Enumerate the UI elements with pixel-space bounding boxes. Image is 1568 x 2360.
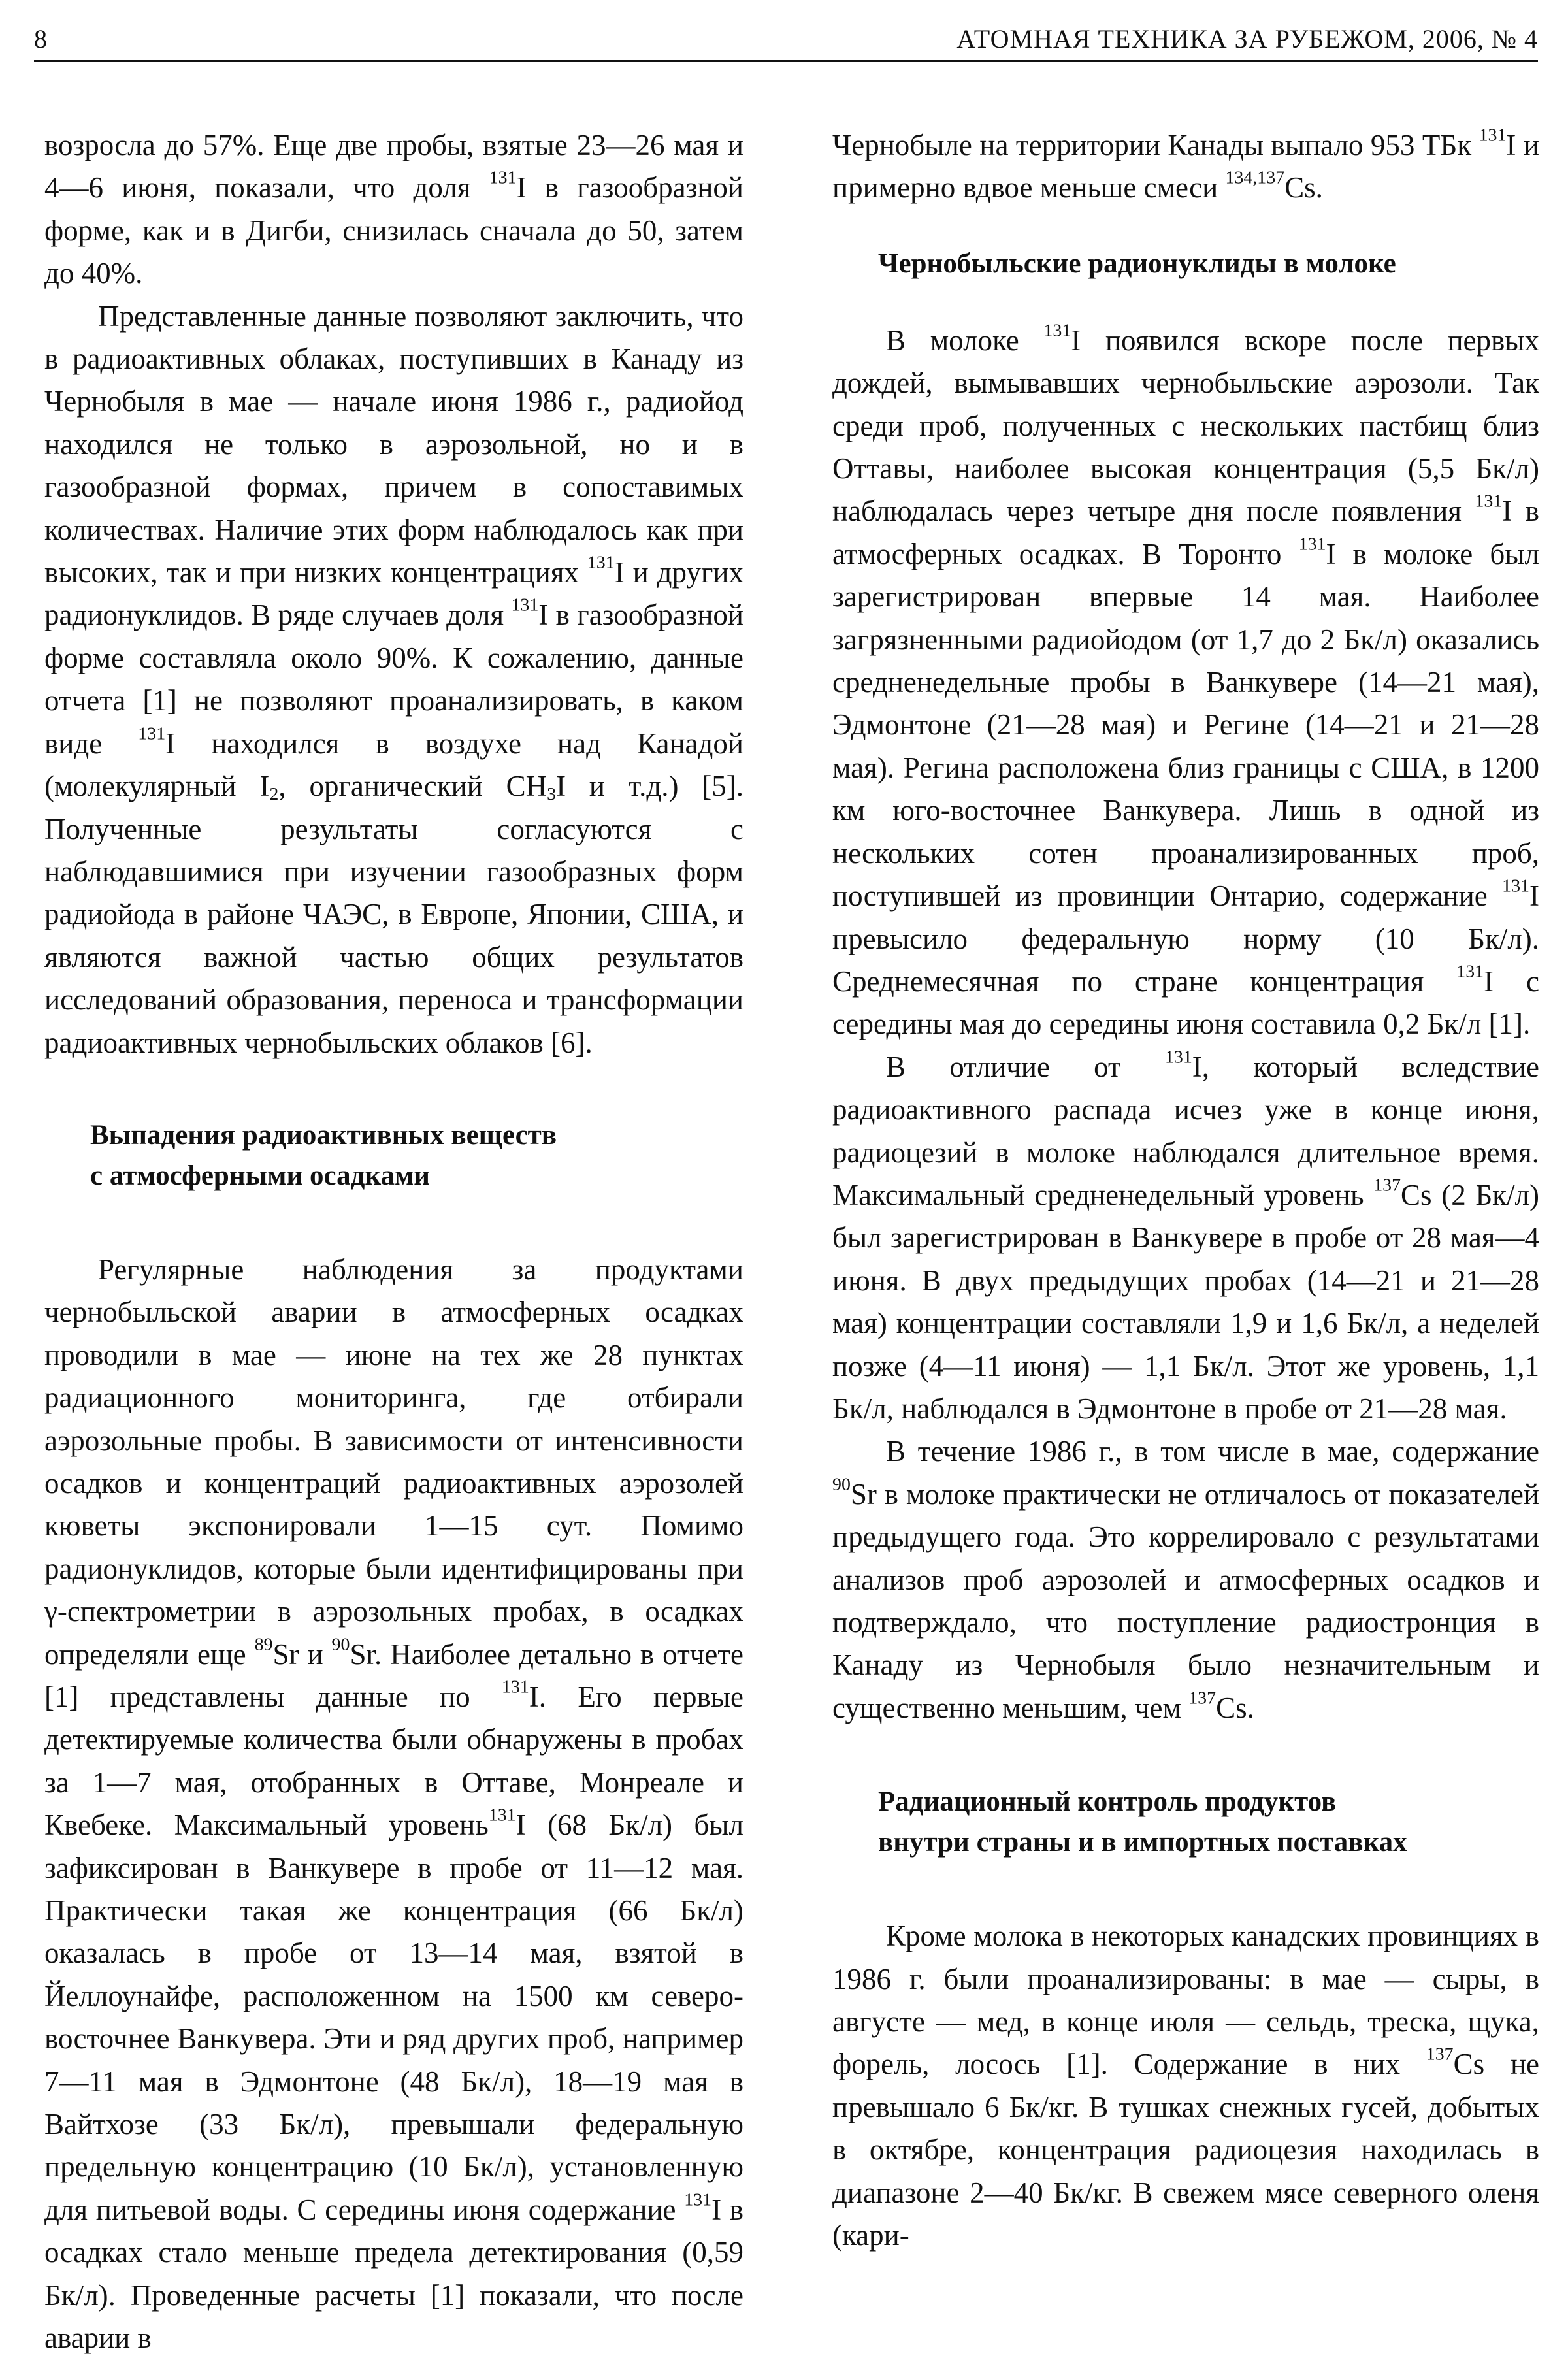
right-paragraph-5: Кроме молока в некоторых канадских провинциях в 1986 г. были проанализированы: в мае — сыры, в августе — мед, в конце июля — сельдь, треска, щука, форель, лосось [1]. Содержание в них $^{137}$Cs не превышало 6 Бк/кг. В тушках снежных гусей, добытых в октябре, концентрация радиоцезия находилась в диапазоне 2—40 Бк/кг. В свежем мясе северного оленя (кари-	[832, 1920, 1539, 2252]
left-paragraph-3: Регулярные наблюдения за продуктами чернобыльской аварии в атмосферных осадках проводили в мае — июне на тех же 28 пунктах радиационного мониторинга, где отбирали аэрозольные пробы. В зависимости от интенсивности осадков и концентраций радиоактивных аэрозолей кюветы экспонировали 1—15 сут. Помимо радионуклидов, которые были идентифицированы при γ-спектрометрии в аэрозольных пробах, в осадках определяли еще $^{89}$Sr и $^{90}$Sr. Наиболее детально в отчете [1] представлены данные по $^{131}$I. Его первые детектируемые количества были обнаружены в пробах за 1—7 мая, отобранных в Оттаве, Монреале и Квебеке. Максимальный уровень$^{131}$I (68 Бк/л) был зафиксирован в Ванкувере в пробе от 11—12 мая. Практически такая же концентрация (66 Бк/л) оказалась в пробе от 13—14 мая, взятой в Йеллоунайфе, расположенном на 1500 км северо-восточнее Ванкувера. Эти и ряд других проб, например 7—11 мая в Эдмонтоне (48 Бк/л), 18—19 мая в Вайтхозе (33 Бк/л), превышали федеральную предельную концентрацию (10 Бк/л), установленную для питьевой воды. С середины июня содержание $^{131}$I в осадках стало меньше предела детектирования (0,59 Бк/л). Проведенные расчеты [1] показали, что после аварии в	[44, 1253, 743, 2355]
section-heading-food-control: Радиационный контроль продуктов внутри страны и в импортных поставках	[878, 1786, 1407, 1858]
right-paragraph-4: В течение 1986 г., в том числе в мае, содержание $^{90}$Sr в молоке практически не отличалось от показателей предыдущего года. Это коррелировало с результатами анализов проб аэрозолей и атмосферных осадков и подтверждало, что поступление радиостронция в Канаду из Чернобыля было незначительным и существенно меньшим, чем $^{137}$Cs.	[832, 1435, 1539, 1724]
right-paragraph-3: В отличие от $^{131}$I, который вследствие радиоактивного распада исчез уже в конце июня, радиоцезий в молоке наблюдался длительное время. Максимальный средненедельный уровень $^{137}$Cs (2 Бк/л) был зарегистрирован в Ванкувере в пробе от 28 мая—4 июня. В двух предыдущих пробах (14—21 и 21—28 мая) концентрации составляли 1,9 и 1,6 Бк/л, а неделей позже (4—11 июня) — 1,1 Бк/л. Этот же уровень, 1,1 Бк/л, наблюдался в Эдмонтоне в пробе от 21—28 мая.	[832, 1046, 1539, 1425]
right-paragraph-1: Чернобыле на территории Канады выпало 953 ТБк $^{131}$I и примерно вдвое меньше смеси $^{134,137}$Cs.	[832, 125, 1539, 205]
left-paragraph-2: Представленные данные позволяют заключить, что в радиоактивных облаках, поступивших в Канаду из Чернобыля в мае — начале июня 1986 г., радиойод находился не только в аэрозольной, но и в газообразной формах, причем в сопоставимых количествах. Наличие этих форм наблюдалось как при высоких, так и при низких концентрациях $^{131}$I и других радионуклидов. В ряде случаев доля $^{131}$I в газообразной форме составляла около 90%. К сожалению, данные отчета [1] не позволяют проанализировать, в каком виде $^{131}$I находился в воздухе над Канадой (молекулярный $I_2$, органический $CH_3I$ и т.д.) [5]. Полученные результаты согласуются с наблюдавшимися при изучении газообразных форм радиойода в районе ЧАЭС, в Европе, Японии, США, и являются важной частью общих результатов исследований образования, переноса и трансформации радиоактивных чернобыльских облаков [6].	[44, 299, 744, 1059]
header-rule	[34, 60, 1538, 62]
page-number: 8	[34, 24, 47, 54]
right-column	[832, 124, 1539, 2257]
running-header	[34, 20, 1538, 61]
journal-title: АТОМНАЯ ТЕХНИКА ЗА РУБЕЖОМ, 2006, № 4	[956, 24, 1538, 54]
right-paragraph-2: В молоке $^{131}$I появился вскоре после первых дождей, вымывавших чернобыльские аэрозоли. Так среди проб, полученных с нескольких пастбищ близ Оттавы, наиболее высокая концентрация (5,5 Бк/л) наблюдалась через четыре дня после появления $^{131}$I в атмосферных осадках. В Торонто $^{131}$I в молоке был зарегистрирован впервые 14 мая. Наиболее загрязненными радиойодом (от 1,7 до 2 Бк/л) оказались средненедельные пробы в Ванкувере (14—21 мая), Эдмонтоне (21—28 мая) и Регине (14—21 и 21—28 мая). Регина расположена близ границы с США, в 1200 км юго-восточнее Ванкувера. Лишь в одной из нескольких сотен проанализированных проб, поступившей из провинции Онтарио, содержание $^{131}$I превысило федеральную норму (10 Бк/л). Среднемесячная по стране концентрация $^{131}$I с середины мая до середины июня составила 0,2 Бк/л [1].	[832, 320, 1540, 1041]
section-heading-precipitation: Выпадения радиоактивных веществ с атмосферными осадками	[90, 1119, 557, 1191]
left-column	[44, 124, 743, 2360]
section-heading-milk: Чернобыльские радионуклиды в молоке	[878, 248, 1396, 279]
left-paragraph-1: возросла до 57%. Еще две пробы, взятые 23—26 мая и 4—6 июня, показали, что доля $^{131}$I в газообразной форме, как и в Дигби, снизилась сначала до 50, затем до 40%.	[44, 129, 744, 290]
